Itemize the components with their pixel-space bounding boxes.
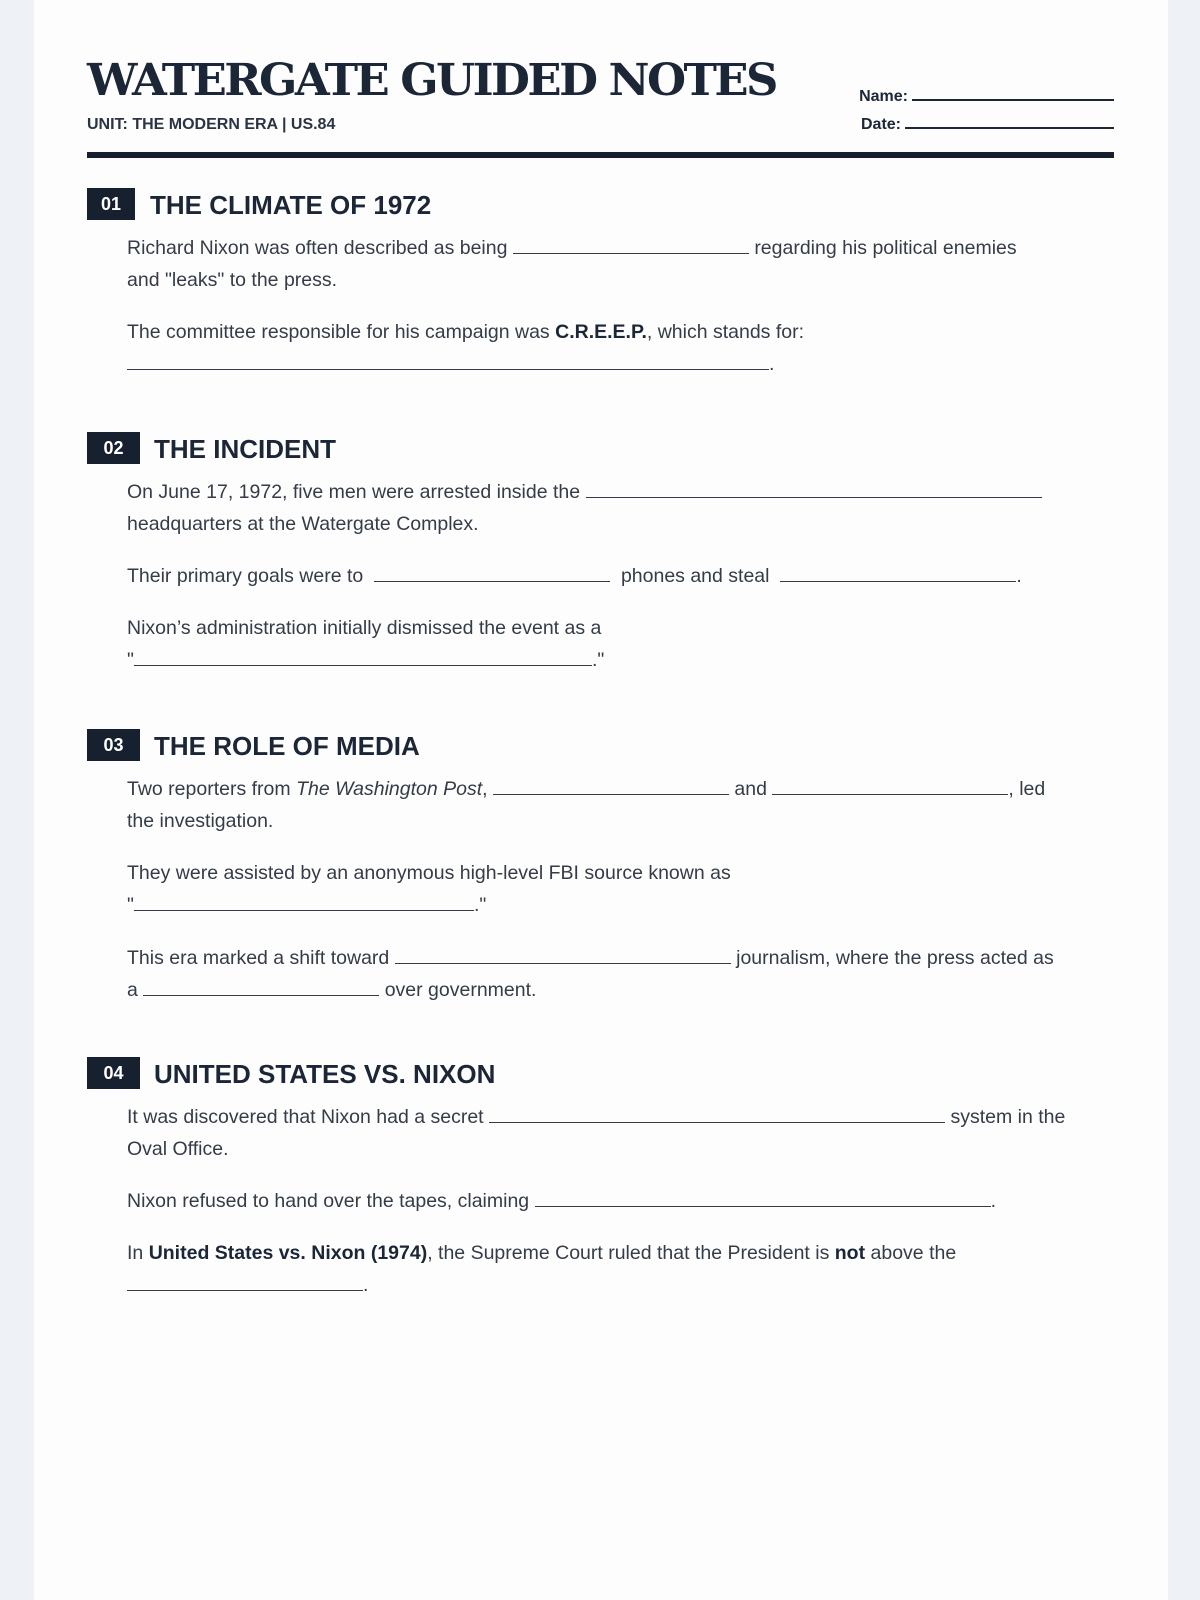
punctuation: .": [473, 894, 487, 916]
question-text: and "leaks" to the press.: [127, 269, 338, 291]
question-creep: [127, 316, 1117, 380]
question-text: regarding his political enemies: [754, 237, 1017, 259]
punctuation: .: [990, 1190, 996, 1212]
fill-blank[interactable]: [586, 477, 1042, 498]
emphasis-not: not: [834, 1242, 866, 1264]
punctuation: ,: [482, 778, 488, 800]
question-text: The committee responsible for his campaign was: [127, 321, 550, 343]
question-anonymous-source: [127, 857, 1117, 921]
fill-blank[interactable]: [134, 645, 592, 666]
question-secret-system: [127, 1101, 1117, 1165]
question-text: Two reporters from: [127, 778, 291, 800]
question-text: over government.: [384, 979, 537, 1001]
section-title: UNITED STATES VS. NIXON: [154, 1059, 496, 1089]
name-field[interactable]: [859, 87, 1114, 106]
punctuation: .: [363, 1274, 369, 1296]
question-text: journalism, where the press acted as: [736, 947, 1054, 969]
question-supreme-court: [127, 1237, 1117, 1301]
section-number-badge: 04: [87, 1057, 140, 1089]
section-header: [87, 188, 1114, 222]
question-text: It was discovered that Nixon had a secret: [127, 1106, 484, 1128]
worksheet-page: [34, 0, 1168, 1600]
section-header: [87, 1057, 1114, 1091]
question-text: On June 17, 1972, five men were arrested inside the: [127, 481, 581, 503]
question-text: Their primary goals were to: [127, 565, 364, 587]
section-climate-1972: [87, 188, 1114, 375]
question-text: This era marked a shift toward: [127, 947, 390, 969]
date-blank[interactable]: [905, 115, 1114, 129]
section-header: [87, 432, 1114, 466]
section-role-of-media: [87, 729, 1114, 1001]
punctuation: ": [127, 649, 134, 671]
question-tapes-claim: [127, 1185, 1117, 1217]
question-text: , the Supreme Court ruled that the President is: [427, 1242, 830, 1264]
question-text: Richard Nixon was often described as being: [127, 237, 508, 259]
worksheet-header: [87, 0, 1114, 158]
question-text: system in the: [950, 1106, 1066, 1128]
newspaper-name: The Washington Post: [296, 778, 483, 800]
fill-blank[interactable]: [772, 774, 1008, 795]
question-text: In: [127, 1242, 144, 1264]
section-title: THE INCIDENT: [154, 434, 336, 464]
question-dismissal: [127, 612, 1117, 676]
fill-blank[interactable]: [374, 561, 610, 582]
question-primary-goals: [127, 560, 1117, 592]
fill-blank[interactable]: [127, 349, 769, 370]
punctuation: .: [1016, 565, 1022, 587]
punctuation: ": [127, 894, 134, 916]
section-title: THE CLIMATE OF 1972: [150, 190, 432, 220]
case-name: United States vs. Nixon (1974): [148, 1242, 428, 1264]
fill-blank[interactable]: [780, 561, 1016, 582]
fill-blank[interactable]: [489, 1102, 945, 1123]
fill-blank[interactable]: [535, 1186, 991, 1207]
question-journalism-shift: [127, 942, 1117, 1006]
section-number-badge: 03: [87, 729, 140, 761]
fill-blank[interactable]: [143, 975, 379, 996]
worksheet-content: [87, 0, 1114, 1296]
question-text: Nixon refused to hand over the tapes, claiming: [127, 1190, 530, 1212]
question-arrest-location: [127, 476, 1117, 540]
section-number-badge: 02: [87, 432, 140, 464]
date-field[interactable]: [861, 115, 1114, 134]
question-text: the investigation.: [127, 810, 274, 832]
fill-blank[interactable]: [493, 774, 729, 795]
punctuation: .: [769, 353, 775, 375]
question-text: above the: [870, 1242, 957, 1264]
section-title: THE ROLE OF MEDIA: [154, 731, 420, 761]
fill-blank[interactable]: [127, 1270, 363, 1291]
name-blank[interactable]: [912, 87, 1114, 101]
section-header: [87, 729, 1114, 763]
punctuation: .": [591, 649, 605, 671]
question-text: They were assisted by an anonymous high-level FBI source known as: [127, 862, 731, 884]
section-incident: [87, 432, 1114, 671]
question-text: , which stands for:: [646, 321, 805, 343]
fill-blank[interactable]: [134, 890, 474, 911]
question-text: Oval Office.: [127, 1138, 229, 1160]
question-nixon-description: [127, 232, 1117, 296]
name-label: Name:: [859, 88, 908, 105]
section-us-vs-nixon: [87, 1057, 1114, 1296]
fill-blank[interactable]: [513, 233, 749, 254]
question-text: , led: [1008, 778, 1046, 800]
fill-blank[interactable]: [395, 943, 731, 964]
creep-acronym: C.R.E.E.P.: [555, 321, 647, 343]
section-number-badge: 01: [87, 188, 135, 220]
page-title: WATERGATE GUIDED NOTES: [87, 55, 776, 106]
date-label: Date:: [860, 116, 901, 133]
unit-label: UNIT: THE MODERN ERA | US.84: [87, 116, 336, 133]
question-text: headquarters at the Watergate Complex.: [127, 513, 479, 535]
question-text: a: [127, 979, 138, 1001]
question-text: Nixon’s administration initially dismissed the event as a: [127, 617, 602, 639]
question-text: and: [734, 778, 767, 800]
question-reporters: [127, 773, 1117, 837]
question-text: phones and steal: [620, 565, 770, 587]
